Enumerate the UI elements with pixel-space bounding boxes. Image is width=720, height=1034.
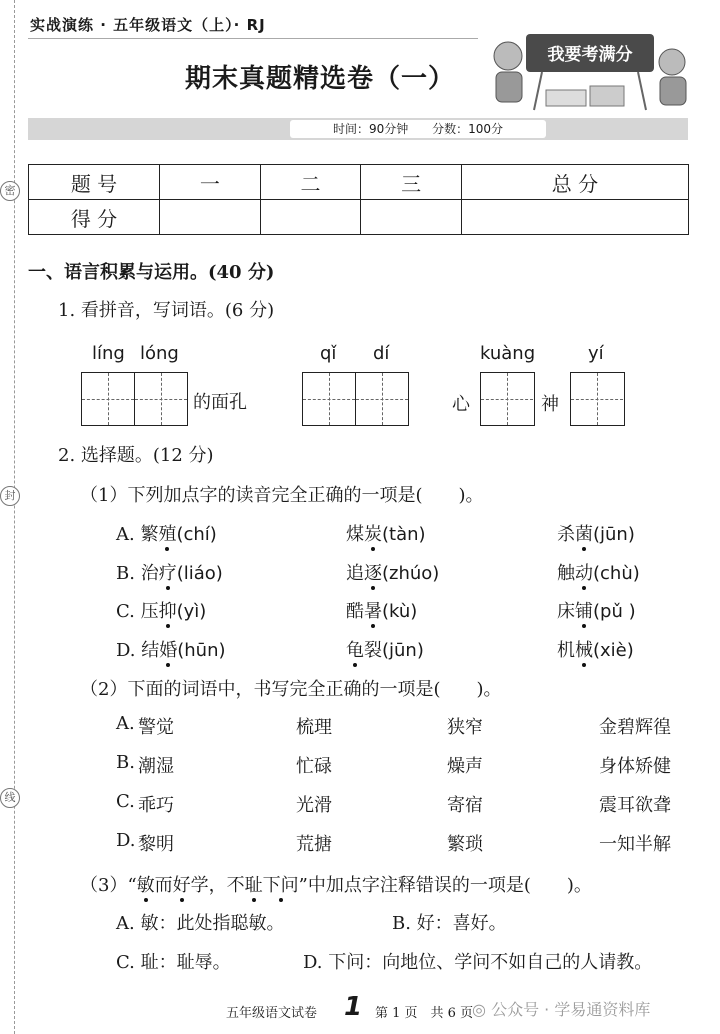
table-row bbox=[29, 165, 689, 200]
option-word: 机械(xiè) bbox=[557, 636, 634, 662]
sub-question-3: （3）“敏而好学，不耻下问”中加点字注释错误的一项是( )。 bbox=[80, 871, 592, 897]
option-word: 震耳欲聋 bbox=[599, 795, 671, 816]
option-word: 杀菌(jūn) bbox=[557, 520, 635, 546]
option-word: 龟裂(jūn) bbox=[346, 636, 424, 662]
table-cell: 题 号 bbox=[29, 165, 160, 200]
option-row: B. 治疗(liáo) bbox=[116, 559, 223, 585]
pinyin: qǐ bbox=[320, 343, 337, 364]
writing-grid[interactable] bbox=[570, 372, 625, 426]
option-word: 乖巧 bbox=[138, 795, 174, 816]
writing-grid[interactable] bbox=[480, 372, 535, 426]
option-word: 梳理 bbox=[296, 717, 332, 738]
option-label: B. bbox=[116, 563, 135, 584]
sub-question-1: （1）下列加点字的读音完全正确的一项是( )。 bbox=[80, 485, 484, 506]
option-row: A. 繁殖(chí) bbox=[116, 520, 217, 546]
header-divider bbox=[28, 38, 478, 39]
option-word: 光滑 bbox=[296, 795, 332, 816]
option-word: 警觉 bbox=[138, 717, 174, 738]
score-table bbox=[28, 164, 689, 235]
option-word: 一知半解 bbox=[599, 834, 671, 855]
option-word: 荒搪 bbox=[296, 834, 332, 855]
pinyin: dí bbox=[373, 343, 390, 364]
score-input-cell[interactable] bbox=[461, 200, 688, 235]
writing-grid[interactable] bbox=[302, 372, 409, 426]
option-a: A. 敏：此处指聪敏。 bbox=[116, 913, 285, 934]
table-cell: 三 bbox=[361, 165, 462, 200]
option-c: C. 耻：耻辱。 bbox=[116, 952, 231, 973]
score-input-cell[interactable] bbox=[361, 200, 462, 235]
pinyin: lóng bbox=[140, 343, 179, 364]
watermark: ◎ 公众号 · 学易通资料库 bbox=[472, 1000, 651, 1019]
option-word: 酷暑(kù) bbox=[346, 597, 417, 623]
table-cell: 得 分 bbox=[29, 200, 160, 235]
exam-info-bar bbox=[28, 118, 688, 140]
option-word: 忙碌 bbox=[296, 756, 332, 777]
score-input-cell[interactable] bbox=[160, 200, 261, 235]
question-2: 2. 选择题。(12 分) bbox=[58, 445, 214, 466]
option-row: C. 压抑(yì) bbox=[116, 597, 206, 623]
option-word: 潮湿 bbox=[138, 756, 174, 777]
writing-grid[interactable] bbox=[81, 372, 188, 426]
option-label: B. bbox=[116, 752, 135, 773]
binding-line bbox=[14, 0, 15, 1034]
option-word: 触动(chù) bbox=[557, 559, 640, 585]
option-label: C. bbox=[116, 601, 135, 622]
option-word: 床铺(pǔ ) bbox=[557, 597, 636, 623]
sub-question-2: （2）下面的词语中，书写完全正确的一项是( )。 bbox=[80, 679, 502, 700]
section-title: 一、语言积累与运用。(40 分) bbox=[28, 262, 275, 283]
option-word: 寄宿 bbox=[447, 795, 483, 816]
option-row: D. 结婚(hūn) bbox=[116, 636, 226, 662]
pinyin: yí bbox=[588, 343, 604, 364]
exam-time: 时间：90分钟 bbox=[332, 122, 409, 136]
option-word: 燥声 bbox=[447, 756, 483, 777]
students-illustration bbox=[486, 20, 696, 112]
pinyin: kuàng bbox=[480, 343, 536, 364]
option-word: 追逐(zhúo) bbox=[346, 559, 439, 585]
option-word: 黎明 bbox=[138, 834, 174, 855]
option-label: A. bbox=[116, 524, 135, 545]
option-word: 煤炭(tàn) bbox=[346, 520, 426, 546]
option-d: D. 下问：向地位、学问不如自己的人请教。 bbox=[303, 952, 653, 973]
table-cell: 二 bbox=[260, 165, 361, 200]
margin-mark-mi: 密 bbox=[0, 181, 20, 201]
margin-mark-xian: 线 bbox=[0, 788, 20, 808]
table-cell: 一 bbox=[160, 165, 261, 200]
word-middle: 神 bbox=[541, 394, 559, 415]
option-word: 繁琐 bbox=[447, 834, 483, 855]
footer-big-number: 1 bbox=[344, 992, 363, 1022]
option-label: D. bbox=[116, 830, 136, 851]
word-suffix: 的面孔 bbox=[193, 392, 247, 413]
table-cell: 总 分 bbox=[461, 165, 688, 200]
option-label: D. bbox=[116, 640, 136, 661]
series-title: 实战演练 · 五年级语文（上）· RJ bbox=[30, 16, 266, 34]
option-label: C. bbox=[116, 791, 135, 812]
option-b: B. 好：喜好。 bbox=[392, 913, 507, 934]
footer-page: 第 1 页 共 6 页 bbox=[375, 1006, 474, 1021]
page-title: 期末真题精选卷（一） bbox=[185, 64, 456, 94]
score-input-cell[interactable] bbox=[260, 200, 361, 235]
option-label: A. bbox=[116, 713, 135, 734]
wechat-icon: ◎ bbox=[472, 1000, 486, 1019]
question-1: 1. 看拼音，写词语。(6 分) bbox=[58, 300, 275, 321]
margin-mark-feng: 封 bbox=[0, 486, 20, 506]
table-row bbox=[29, 200, 689, 235]
badge-text: 我要考满分 bbox=[547, 45, 633, 65]
option-word: 金碧辉徨 bbox=[599, 717, 671, 738]
footer-book: 五年级语文试卷 bbox=[226, 1006, 318, 1021]
option-word: 狭窄 bbox=[447, 717, 483, 738]
exam-score: 分数：100分 bbox=[432, 122, 503, 136]
option-word: 身体矫健 bbox=[599, 756, 671, 777]
word-prefix: 心 bbox=[452, 394, 470, 415]
pinyin: líng bbox=[92, 343, 125, 364]
